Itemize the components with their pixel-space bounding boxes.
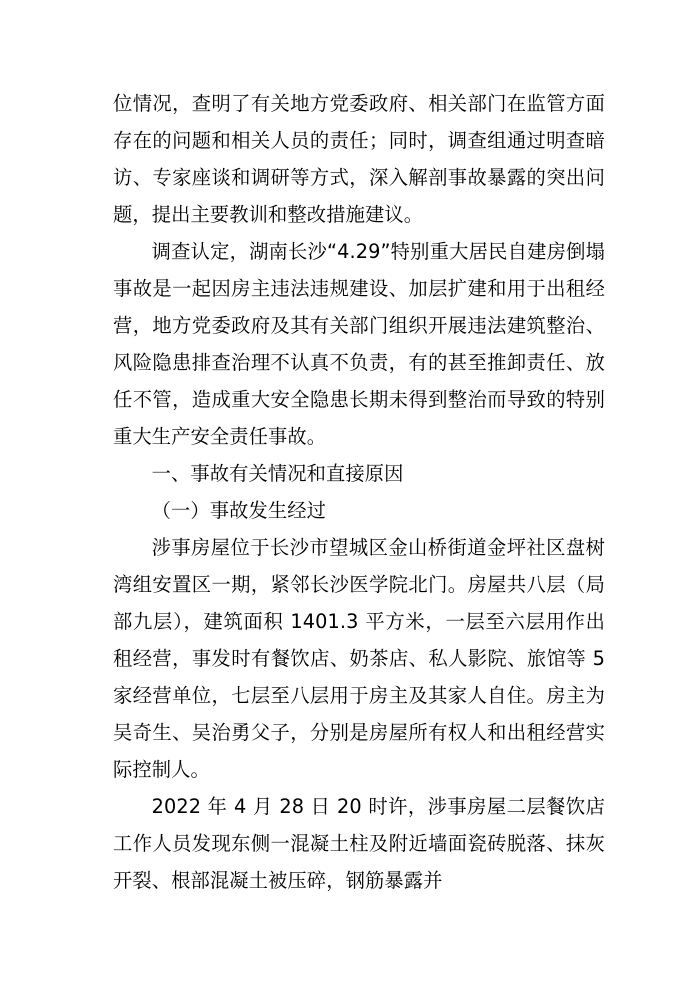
section-heading: 一、事故有关情况和直接原因 — [151, 462, 404, 485]
paragraph-building-description: 涉事房屋位于长沙市望城区金山桥街道金坪社区盘树湾组安置区一期，紧邻长沙医学院北门。房屋共八层（局部九层），建筑面积 1401.3 平方米，一层至六层用作出租经营，事发时有餐饮店、奶茶店、私人影院、旅馆等 5 家经营单位，七层至八层用于房主及其家人自住。房主为吴奇生、吴治勇父子，分别是房屋所有权人和出租经营实际控制人。 — [113, 536, 605, 781]
subsection-heading: （一）事故发生经过 — [151, 499, 327, 522]
document-body — [113, 85, 605, 899]
paragraph-incident-timeline: 2022 年 4 月 28 日 20 时许，涉事房屋二层餐饮店工作人员发现东侧一混凝土柱及附近墙面瓷砖脱落、抹灰开裂、根部混凝土被压碎，钢筋暴露并 — [113, 795, 605, 892]
paragraph-investigation-finding: 调查认定，湖南长沙“4.29”特别重大居民自建房倒塌事故是一起因房主违法违规建设、加层扩建和用于出租经营，地方党委政府及其有关部门组织开展违法建筑整治、风险隐患排查治理不认真不负责，有的甚至推卸责任、放任不管，造成重大安全隐患长期未得到整治而导致的特别重大生产安全责任事故。 — [113, 240, 605, 448]
paragraph-continuation: 位情况，查明了有关地方党委政府、相关部门在监管方面存在的问题和相关人员的责任；同时，调查组通过明查暗访、专家座谈和调研等方式，深入解剖事故暴露的突出问题，提出主要教训和整改措施建议。 — [113, 92, 605, 226]
